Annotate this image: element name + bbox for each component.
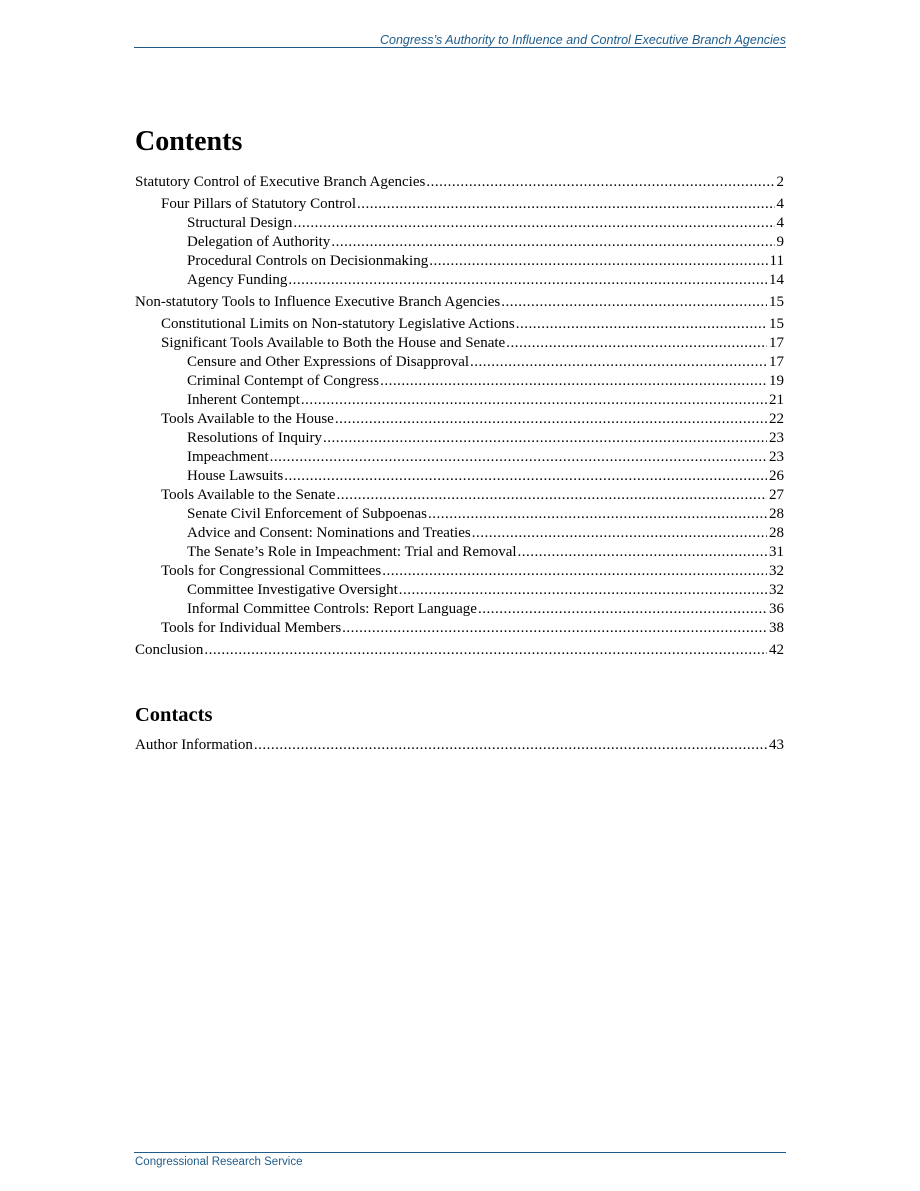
footer-source: Congressional Research Service (135, 1156, 303, 1168)
toc-entry-title: The Senate’s Role in Impeachment: Trial and Removal (187, 544, 517, 560)
toc-entry[interactable] (135, 353, 784, 372)
toc-entry-title: Structural Design (187, 215, 293, 231)
toc-entry[interactable] (135, 293, 784, 312)
toc-entry-page: 27 (769, 487, 784, 503)
dot-leader (399, 581, 767, 600)
toc-entry-title: Four Pillars of Statutory Control (161, 196, 356, 212)
dot-leader (516, 315, 767, 334)
toc-entry[interactable] (135, 334, 784, 353)
toc-entry-title: Delegation of Authority (187, 234, 331, 250)
dot-leader (323, 429, 767, 448)
toc-entry[interactable] (135, 736, 784, 755)
toc-entry[interactable] (135, 252, 784, 271)
toc-entry-page: 19 (769, 373, 784, 389)
dot-leader (429, 252, 767, 271)
dot-leader (426, 173, 774, 192)
toc-entry[interactable] (135, 195, 784, 214)
toc-entry-title: Author Information (135, 737, 253, 753)
toc-entry-page: 22 (769, 411, 784, 427)
toc-entry-title: Resolutions of Inquiry (187, 430, 322, 446)
toc-entry-title: Tools for Congressional Committees (161, 563, 382, 579)
toc-entry-title: Tools for Individual Members (161, 620, 342, 636)
toc-entry[interactable] (135, 315, 784, 334)
dot-leader (288, 271, 767, 290)
toc-entry-title: Impeachment (187, 449, 269, 465)
toc-entry[interactable] (135, 486, 784, 505)
toc-entry-title: House Lawsuits (187, 468, 284, 484)
toc-entry[interactable] (135, 619, 784, 638)
toc-entry-page: 32 (769, 563, 784, 579)
toc-entry-page: 9 (776, 234, 784, 250)
running-header: Congress’s Authority to Influence and Control Executive Branch Agencies (134, 33, 786, 48)
toc-entry-title: Procedural Controls on Decisionmaking (187, 253, 429, 269)
toc-entry-page: 43 (769, 737, 784, 753)
toc-entry-title: Significant Tools Available to Both the House and Senate (161, 335, 506, 351)
dot-leader (501, 293, 767, 312)
toc-entry[interactable] (135, 410, 784, 429)
dot-leader (380, 372, 767, 391)
toc-entry[interactable] (135, 524, 784, 543)
toc-entry-page: 42 (769, 642, 784, 658)
dot-leader (357, 195, 775, 214)
toc-entry[interactable] (135, 448, 784, 467)
dot-leader (301, 391, 767, 410)
toc-entry-page: 2 (776, 174, 784, 190)
toc-entry-page: 28 (769, 525, 784, 541)
toc-entry[interactable] (135, 562, 784, 581)
toc-entry-page: 36 (769, 601, 784, 617)
toc-entry-page: 17 (769, 354, 784, 370)
dot-leader (336, 486, 767, 505)
toc-entry-title: Censure and Other Expressions of Disapproval (187, 354, 470, 370)
toc-entry[interactable] (135, 543, 784, 562)
toc-entry[interactable] (135, 391, 784, 410)
toc-entry-title: Constitutional Limits on Non-statutory Legislative Actions (161, 316, 515, 332)
toc-entry-page: 23 (769, 430, 784, 446)
toc-entry-title: Informal Committee Controls: Report Language (187, 601, 477, 617)
dot-leader (284, 467, 767, 486)
toc-entry-title: Statutory Control of Executive Branch Agencies (135, 174, 426, 190)
toc-entry-page: 11 (769, 253, 784, 269)
toc-entry-title: Non-statutory Tools to Influence Executive Branch Agencies (135, 294, 501, 310)
toc-entry-page: 4 (776, 215, 784, 231)
dot-leader (382, 562, 767, 581)
toc-entry-page: 17 (769, 335, 784, 351)
contacts-title: Contacts (135, 704, 213, 726)
dot-leader (342, 619, 767, 638)
table-of-contents (135, 173, 784, 660)
dot-leader (293, 214, 774, 233)
dot-leader (472, 524, 767, 543)
toc-entry[interactable] (135, 641, 784, 660)
toc-entry-page: 26 (769, 468, 784, 484)
dot-leader (270, 448, 767, 467)
dot-leader (478, 600, 767, 619)
toc-entry-title: Criminal Contempt of Congress (187, 373, 380, 389)
dot-leader (506, 334, 767, 353)
toc-entry[interactable] (135, 271, 784, 290)
toc-entry-page: 4 (776, 196, 784, 212)
dot-leader (470, 353, 767, 372)
toc-entry-title: Advice and Consent: Nominations and Treaties (187, 525, 471, 541)
toc-entry-page: 28 (769, 506, 784, 522)
toc-entry[interactable] (135, 372, 784, 391)
toc-entry[interactable] (135, 429, 784, 448)
toc-entry-page: 14 (769, 272, 784, 288)
toc-entry-page: 23 (769, 449, 784, 465)
dot-leader (428, 505, 767, 524)
toc-entry-page: 15 (769, 316, 784, 332)
contacts-list (135, 736, 784, 755)
toc-entry[interactable] (135, 581, 784, 600)
footer-divider (134, 1152, 786, 1153)
toc-entry-title: Inherent Contempt (187, 392, 300, 408)
dot-leader (335, 410, 767, 429)
toc-entry-title: Senate Civil Enforcement of Subpoenas (187, 506, 427, 522)
toc-entry-page: 38 (769, 620, 784, 636)
dot-leader (518, 543, 767, 562)
toc-entry[interactable] (135, 600, 784, 619)
dot-leader (331, 233, 774, 252)
toc-entry-title: Committee Investigative Oversight (187, 582, 398, 598)
toc-entry-page: 31 (769, 544, 784, 560)
toc-entry-page: 15 (769, 294, 784, 310)
toc-entry-title: Agency Funding (187, 272, 288, 288)
dot-leader (204, 641, 767, 660)
toc-entry[interactable] (135, 173, 784, 192)
toc-entry[interactable] (135, 233, 784, 252)
toc-entry-title: Tools Available to the Senate (161, 487, 336, 503)
dot-leader (254, 736, 767, 755)
toc-entry[interactable] (135, 467, 784, 486)
toc-entry-page: 21 (769, 392, 784, 408)
contents-title: Contents (135, 126, 243, 157)
toc-entry-page: 32 (769, 582, 784, 598)
toc-entry[interactable] (135, 214, 784, 233)
toc-entry-title: Conclusion (135, 642, 204, 658)
toc-entry[interactable] (135, 505, 784, 524)
toc-entry-title: Tools Available to the House (161, 411, 334, 427)
